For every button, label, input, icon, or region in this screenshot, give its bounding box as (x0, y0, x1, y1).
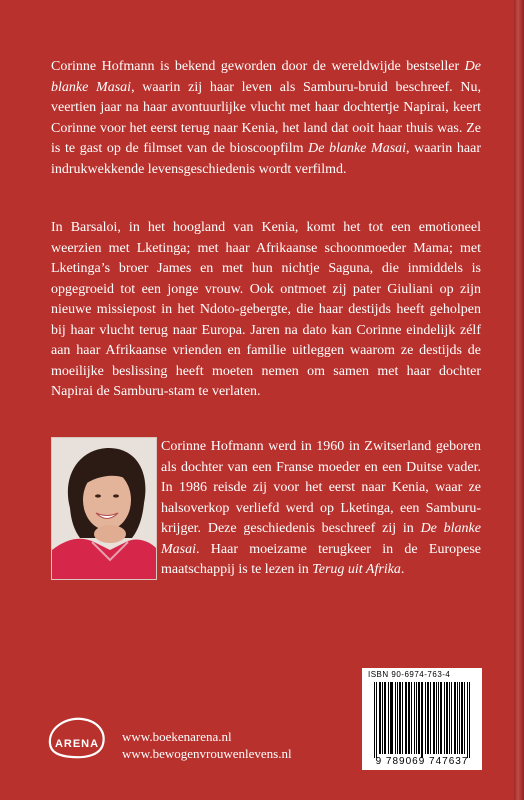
book-title-ref: De blanke Masai (161, 521, 481, 557)
barcode-bar (436, 682, 437, 754)
barcode-bar (397, 682, 398, 754)
barcode-bar (425, 682, 426, 754)
barcode-bar (438, 682, 439, 754)
barcode-bar (451, 682, 452, 754)
barcode-bar (392, 682, 393, 754)
barcode-bar (454, 682, 455, 754)
barcode-bar (374, 682, 375, 758)
arena-logo-icon (46, 714, 108, 760)
barcode-icon (362, 668, 482, 770)
barcode-bar (391, 682, 392, 754)
barcode-bar (449, 682, 450, 754)
bio-text: . Haar moeizame terugkeer in de Europese maatschappij is te lezen in (161, 541, 481, 577)
author-bio (161, 437, 481, 581)
book-title-ref: De blanke Masai (51, 59, 481, 95)
barcode-bar (462, 682, 463, 754)
barcode-bar (433, 682, 434, 754)
blurb-text: , waarin zij haar leven als Samburu-bruid beschreef. Nu, veertien jaar na haar avontuurlijke vlucht met haar dochtertje Napirai, keert Corinne voor het eerst terug naar Kenia, het land dat ooit haar thuis was. Ze is te gast op de filmset van de bioscoopfilm (51, 79, 481, 156)
url-boekenarena[interactable]: www.boekenarena.nl (122, 729, 232, 744)
author-portrait-icon (52, 438, 156, 579)
bio-text: Corinne Hofmann werd in 1960 in Zwitserland geboren als dochter van een Franse moeder en een Duitse vader. In 1986 reisde zij voor het eerst naar Kenia, waar ze halsoverkop verliefd werd op Lketinga, een Samburu-krijger. Deze geschiedenis beschreef zij in (161, 439, 481, 536)
barcode-bar (457, 682, 458, 754)
blurb-text: , waarin haar indrukwekkende levensgeschiedenis wordt verfilmd. (51, 141, 481, 177)
blurb-text: Corinne Hofmann is bekend geworden door de wereldwijde bestseller (51, 59, 465, 74)
barcode-bar (459, 682, 460, 754)
barcode-bar (395, 682, 396, 754)
barcode-bar (467, 682, 468, 758)
barcode-bar (418, 682, 419, 754)
blurb-paragraph-2: In Barsaloi, in het hoogland van Kenia, komt het tot een emotioneel weerzien met Lketinga; met haar Afrikaanse schoonmoeder Mama; met Lketinga’s broer James en met hun nichtje Saguna, die inmiddels is opgegroeid tot een jonge vrouw. Ook ontmoet zij pater Giuliani op zijn nieuwe missiepost in het Ndoto-gebergte, die haar destijds heeft geholpen bij haar vlucht terug naar Europa. Jaren na dato kan Corinne eindelijk zélf aan haar Afrikaanse vrienden en familie uitleggen waarom ze destijds de moeilijke beslissing heeft moeten nemen om samen met haar dochter Napirai de Samburu-stam te verlaten. (51, 220, 481, 399)
barcode-bar (384, 682, 385, 754)
barcode-bar (419, 682, 420, 754)
barcode-bar (461, 682, 462, 754)
book-title-ref: Terug uit Afrika (312, 562, 401, 577)
barcode-bar (388, 682, 389, 754)
barcode-bar (399, 682, 400, 754)
barcode-number: 9 789069 747637 (375, 756, 469, 767)
barcode-bar (441, 682, 442, 754)
barcode-bar (434, 682, 435, 754)
blurb-paragraph-1 (51, 57, 481, 180)
barcode-bar (414, 682, 415, 754)
barcode-bar (427, 682, 428, 754)
barcode-bar (376, 682, 377, 758)
author-photo (51, 437, 157, 580)
barcode-bar (416, 682, 417, 754)
isbn-label: ISBN 90-6974-763-4 (368, 670, 451, 679)
barcode-bar (430, 682, 431, 754)
barcode-bar (402, 682, 403, 754)
barcode-bar (385, 682, 386, 754)
cover-edge (514, 0, 524, 800)
isbn-barcode (362, 668, 482, 770)
barcode-bar (422, 682, 423, 758)
barcode-bar (406, 682, 407, 754)
barcode-bar (408, 682, 409, 754)
barcode-bar (447, 682, 448, 754)
barcode-bar (469, 682, 470, 758)
barcode-bar (421, 682, 422, 758)
barcode-bar (405, 682, 406, 754)
barcode-bar (400, 682, 401, 754)
barcode-bar (440, 682, 441, 754)
barcode-bar (411, 682, 412, 754)
bio-text: . (400, 562, 405, 577)
barcode-bar (444, 682, 445, 754)
logo-text: ARENA (54, 738, 100, 750)
barcode-bar (382, 682, 383, 754)
barcode-bar (446, 682, 447, 754)
publisher-urls (122, 728, 292, 762)
barcode-bar (409, 682, 410, 754)
barcode-bar (380, 682, 381, 754)
book-title-ref: De blanke Masai (308, 141, 407, 156)
barcode-bar (464, 682, 465, 754)
barcode-bar (455, 682, 456, 754)
url-bewogenvrouwenlevens[interactable]: www.bewogenvrouwenlevens.nl (122, 746, 292, 761)
barcode-bar (379, 682, 380, 754)
barcode-bar (390, 682, 391, 754)
barcode-bar (428, 682, 429, 754)
